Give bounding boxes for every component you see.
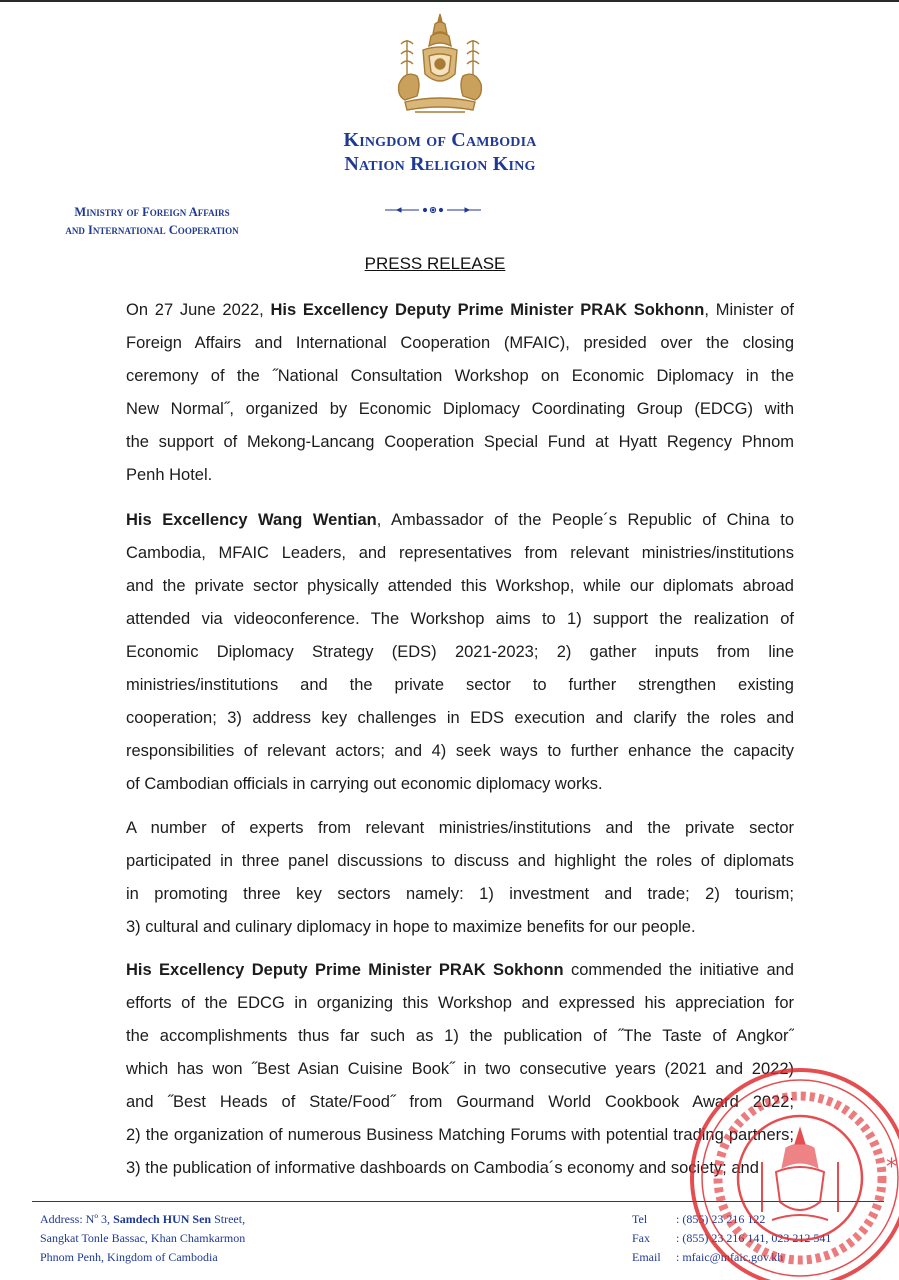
text-line: and the private sector physically attended this Workshop, while our diplomats abroad bbox=[126, 577, 794, 595]
royal-arms-emblem-icon bbox=[385, 10, 495, 118]
kingdom-title: Kingdom of Cambodia bbox=[343, 129, 537, 151]
text-line: A number of experts from relevant ministries/institutions and the private sector bbox=[126, 819, 794, 837]
ministry-name-line2: and International Cooperation bbox=[65, 223, 239, 237]
text-line: efforts of the EDCG in organizing this Workshop and expressed his appreciation for bbox=[126, 994, 794, 1012]
press-release-title: PRESS RELEASE bbox=[364, 254, 506, 273]
text-line: cooperation; 3) address key challenges in EDS execution and clarify the roles and bbox=[126, 709, 794, 727]
top-border bbox=[0, 0, 899, 2]
text-line: On 27 June 2022, His Excellency Deputy Prime Minister PRAK Sokhonn, Minister of bbox=[126, 301, 794, 319]
paragraph-1 bbox=[126, 294, 794, 492]
text-line: the accomplishments thus far such as 1) the publication of ˝The Taste of Angkor˝ bbox=[126, 1027, 794, 1045]
text-line: 3) cultural and culinary diplomacy in hope to maximize benefits for our people. bbox=[126, 918, 696, 936]
fax-label: Fax bbox=[632, 1231, 650, 1245]
address-line-1: Address: Nº 3, Samdech HUN Sen Street, bbox=[40, 1212, 246, 1226]
text-line: and ˝Best Heads of State/Food˝ from Gourmand World Cookbook Award 2022; bbox=[126, 1093, 794, 1111]
address-line-2: Sangkat Tonle Bassac, Khan Chamkarmon bbox=[40, 1231, 246, 1245]
ministry-name-line1: Ministry of Foreign Affairs bbox=[74, 205, 230, 219]
paragraph-2 bbox=[126, 504, 794, 801]
official-seal-stamp-icon bbox=[678, 1052, 899, 1280]
tel-value: : (855) 23 216 122 bbox=[676, 1212, 766, 1226]
decorative-divider-icon bbox=[383, 203, 483, 217]
svg-text:*: * bbox=[886, 1155, 897, 1180]
text-line: Penh Hotel. bbox=[126, 466, 213, 484]
text-line: participated in three panel discussions to discuss and highlight the roles of diplomats bbox=[126, 852, 794, 870]
text-line: New Normal˝, organized by Economic Diplomacy Coordinating Group (EDCG) with bbox=[126, 400, 794, 418]
text-line: Cambodia, MFAIC Leaders, and representatives from relevant ministries/institutions bbox=[126, 544, 794, 562]
tel-label: Tel bbox=[632, 1212, 648, 1226]
footer-address bbox=[40, 1210, 360, 1267]
text-line: 2) the organization of numerous Business Matching Forums with potential trading partners; bbox=[126, 1126, 794, 1144]
text-line: Economic Diplomacy Strategy (EDS) 2021-2023; 2) gather inputs from line bbox=[126, 643, 794, 661]
email-label: Email bbox=[632, 1250, 661, 1264]
text-line: Foreign Affairs and International Cooperation (MFAIC), presided over the closing bbox=[126, 334, 794, 352]
text-line: the support of Mekong-Lancang Cooperation Special Fund at Hyatt Regency Phnom bbox=[126, 433, 794, 451]
text-line: attended via videoconference. The Workshop aims to 1) support the realization of bbox=[126, 610, 794, 628]
address-line-3: Phnom Penh, Kingdom of Cambodia bbox=[40, 1250, 218, 1264]
paragraph-3 bbox=[126, 812, 794, 944]
text-line: of Cambodian officials in carrying out economic diplomacy works. bbox=[126, 775, 603, 793]
text-line: 3) the publication of informative dashboards on Cambodia´s economy and society; and bbox=[126, 1159, 759, 1177]
text-line: ceremony of the ˝National Consultation Workshop on Economic Diplomacy in the bbox=[126, 367, 794, 385]
text-line: responsibilities of relevant actors; and 4) seek ways to further enhance the capacity bbox=[126, 742, 794, 760]
email-value: : mfaic@mfaic.gov.kh bbox=[676, 1250, 784, 1264]
national-motto: Nation Religion King bbox=[344, 153, 536, 175]
fax-value: : (855) 23 216 141, 023 212 541 bbox=[676, 1231, 832, 1245]
text-line: His Excellency Wang Wentian, Ambassador of the People´s Republic of China to bbox=[126, 511, 794, 529]
text-line: which has won ˝Best Asian Cuisine Book˝ in two consecutive years (2021 and 2022) bbox=[126, 1060, 794, 1078]
text-line: in promoting three key sectors namely: 1) investment and trade; 2) tourism; bbox=[126, 885, 794, 903]
text-line: ministries/institutions and the private sector to further strengthen existing bbox=[126, 676, 794, 694]
text-line: His Excellency Deputy Prime Minister PRAK Sokhonn commended the initiative and bbox=[126, 961, 794, 979]
